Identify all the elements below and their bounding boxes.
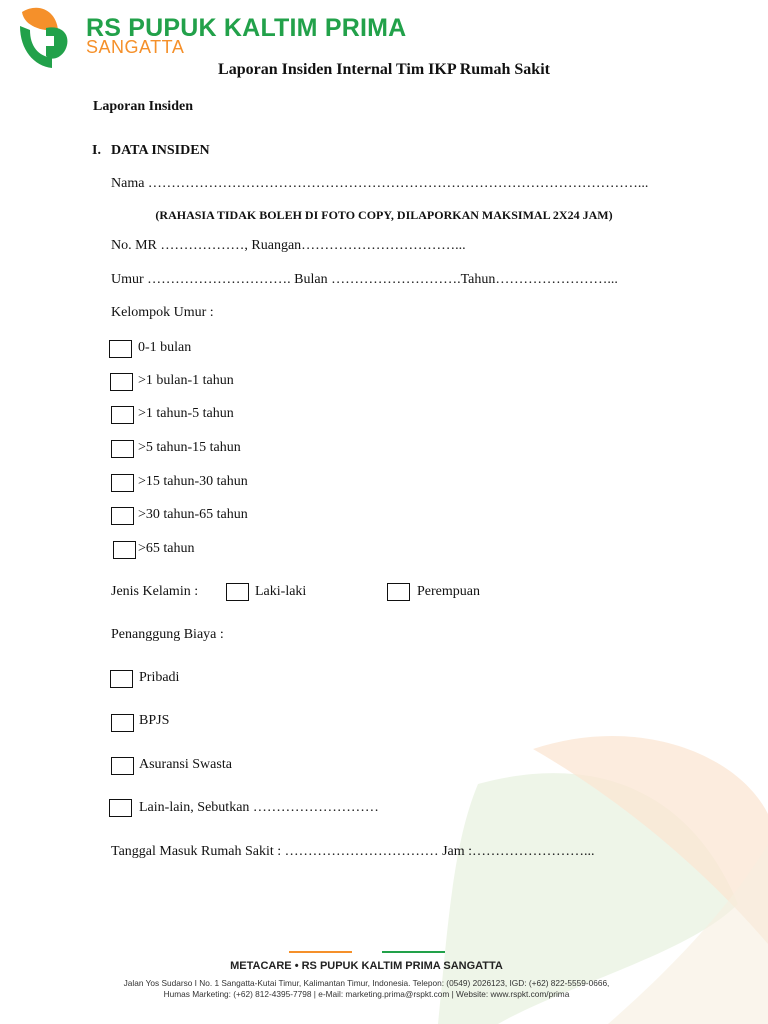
footer-contact: Humas Marketing: (+62) 812-4395-7798 | e-Mail: marketing.prima@rspkt.com | Website: www.rspkt.com/prima xyxy=(163,989,570,999)
gender-option-label: Laki-laki xyxy=(255,584,307,599)
footer-accent-orange xyxy=(289,951,352,953)
age-65-plus-checkbox[interactable] xyxy=(113,541,136,559)
payer-lain-lain-checkbox[interactable] xyxy=(109,799,132,817)
payer-bpjs-checkbox[interactable] xyxy=(111,714,134,732)
tanggal-masuk-field[interactable]: Tanggal Masuk Rumah Sakit : …………………………… Jam :……………………... xyxy=(111,844,595,859)
document-title: Laporan Insiden Internal Tim IKP Rumah Sakit xyxy=(218,61,550,78)
age-option-label: >65 tahun xyxy=(138,541,195,556)
hospital-location: SANGATTA xyxy=(86,37,185,57)
age-15-30-tahun-checkbox[interactable] xyxy=(111,474,134,492)
footer-address: Jalan Yos Sudarso I No. 1 Sangatta-Kutai Timur, Kalimantan Timur, Indonesia. Telepon: (0549) 2026123, IGD: (+62) 822-5559-0666, xyxy=(123,978,610,988)
age-option-label: >5 tahun-15 tahun xyxy=(138,440,241,455)
age-option-label: >30 tahun-65 tahun xyxy=(138,507,248,522)
age-option-label: >1 tahun-5 tahun xyxy=(138,406,234,421)
confidential-notice: (RAHASIA TIDAK BOLEH DI FOTO COPY, DILAPORKAN MAKSIMAL 2X24 JAM) xyxy=(155,208,613,222)
hospital-name: RS PUPUK KALTIM PRIMA xyxy=(86,14,407,42)
age-option-label: 0-1 bulan xyxy=(138,340,192,355)
payer-option-label: Lain-lain, Sebutkan ……………………… xyxy=(139,800,379,815)
nama-field[interactable]: Nama ……………………………………………………………………………………………... xyxy=(111,176,649,191)
footer-title: METACARE • RS PUPUK KALTIM PRIMA SANGATTA xyxy=(230,960,503,972)
age-5-15-tahun-checkbox[interactable] xyxy=(111,440,134,458)
payer-option-label: Pribadi xyxy=(139,670,180,685)
gender-laki-laki-checkbox[interactable] xyxy=(226,583,249,601)
gender-perempuan-checkbox[interactable] xyxy=(387,583,410,601)
mr-ruangan-field[interactable]: No. MR ………………, Ruangan……………………………... xyxy=(111,238,466,253)
age-option-label: >15 tahun-30 tahun xyxy=(138,474,248,489)
payer-option-label: Asuransi Swasta xyxy=(139,757,232,772)
report-label: Laporan Insiden xyxy=(93,99,193,114)
hospital-logo-icon xyxy=(16,2,72,70)
section-title: DATA INSIDEN xyxy=(111,143,210,158)
age-0-1-bulan-checkbox[interactable] xyxy=(109,340,132,358)
penanggung-biaya-label: Penanggung Biaya : xyxy=(111,627,224,642)
kelompok-umur-label: Kelompok Umur : xyxy=(111,305,214,320)
footer-accent-green xyxy=(382,951,445,953)
payer-option-label: BPJS xyxy=(139,713,170,728)
jenis-kelamin-label: Jenis Kelamin : xyxy=(111,584,199,599)
section-number: I. xyxy=(92,143,101,158)
age-1-5-tahun-checkbox[interactable] xyxy=(111,406,134,424)
payer-asuransi-swasta-checkbox[interactable] xyxy=(111,757,134,775)
umur-field[interactable]: Umur …………………………. Bulan ……………………….Tahun……………………... xyxy=(111,272,618,287)
age-30-65-tahun-checkbox[interactable] xyxy=(111,507,134,525)
gender-option-label: Perempuan xyxy=(417,584,480,599)
payer-pribadi-checkbox[interactable] xyxy=(110,670,133,688)
age-1bulan-1tahun-checkbox[interactable] xyxy=(110,373,133,391)
age-option-label: >1 bulan-1 tahun xyxy=(138,373,234,388)
